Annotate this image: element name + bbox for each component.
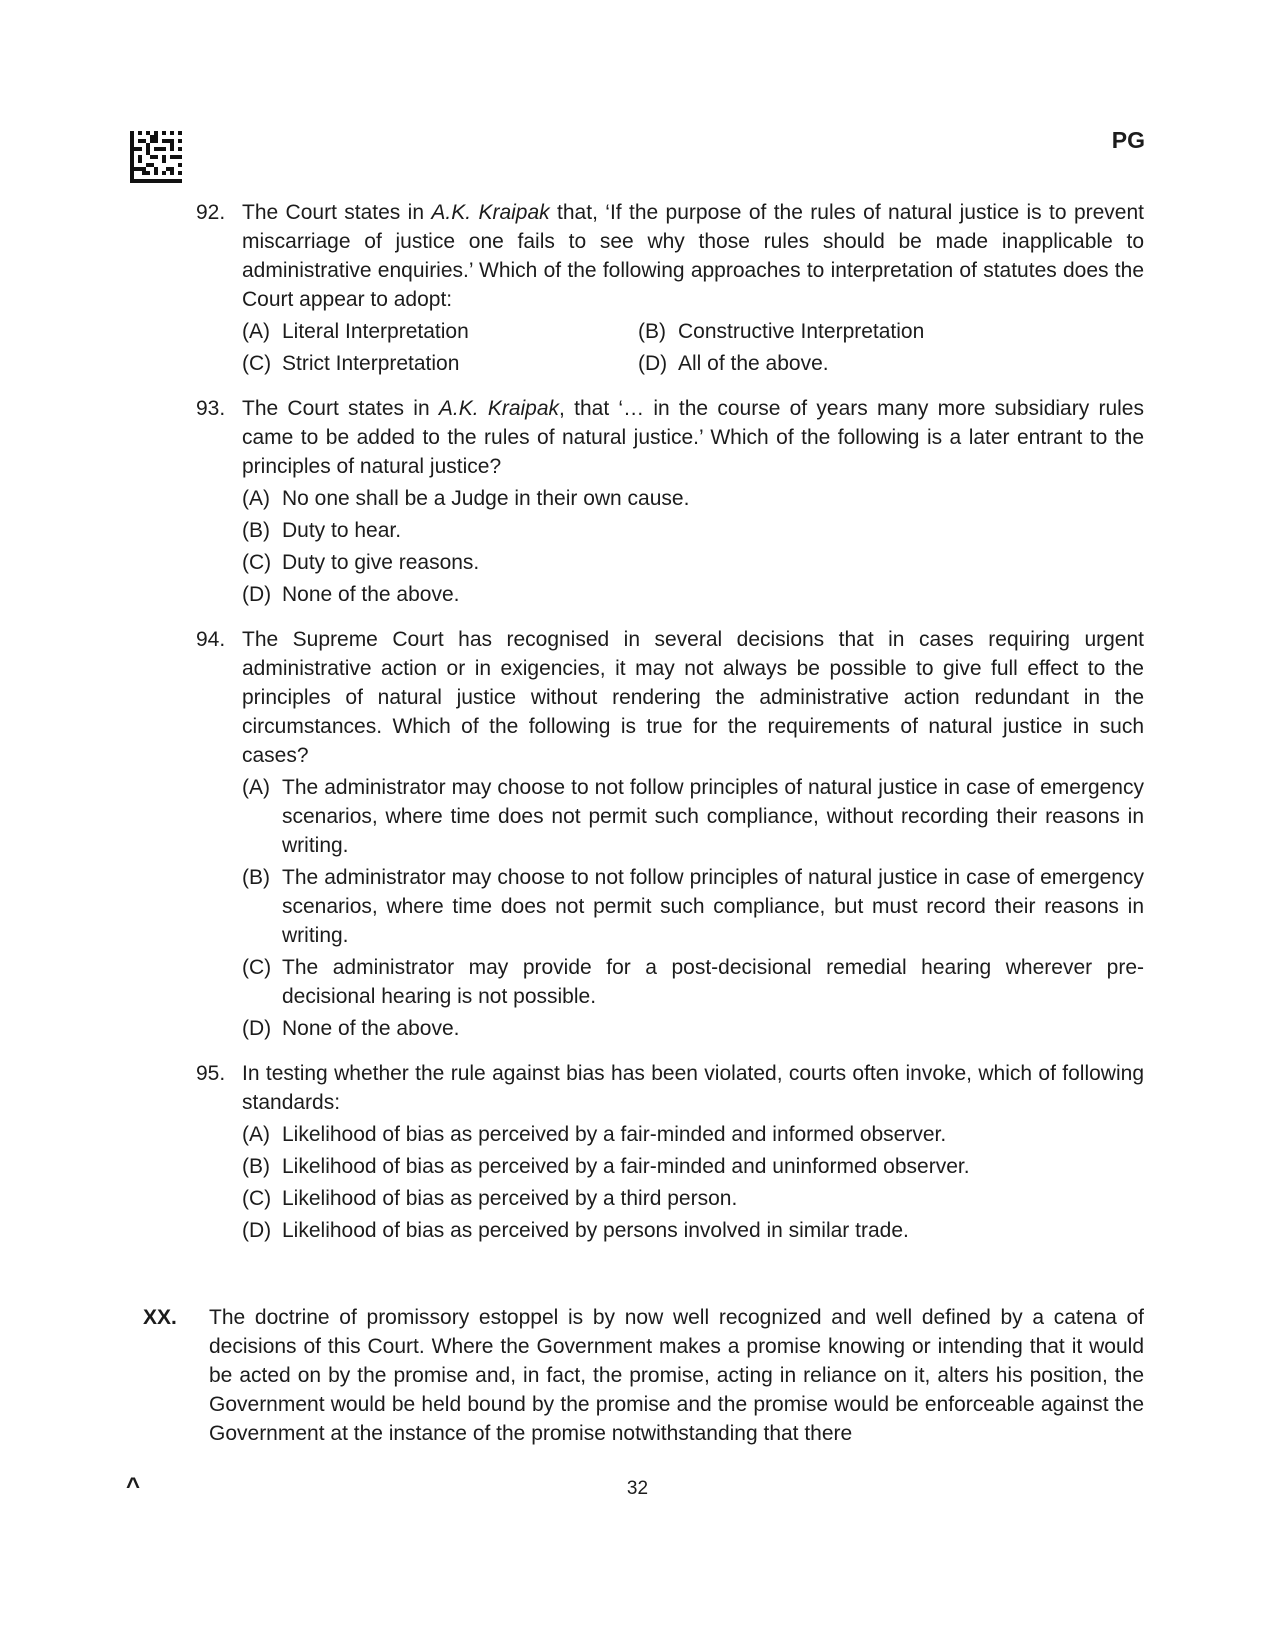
option-a: (A) Likelihood of bias as perceived by a fair-minded and informed observer. bbox=[242, 1123, 947, 1146]
option-d: (D) Likelihood of bias as perceived by persons involved in similar trade. bbox=[242, 1219, 909, 1242]
question-text: The Supreme Court has recognised in several decisions that in cases requiring urgent administrative action or in exigencies, it may not always be possible to give full effect to the principles of natural justice without rendering the administrative action redundant in the circumstances. Which of the following is true for the requirements of natural justice in such cases? bbox=[242, 628, 1144, 767]
qr-code bbox=[130, 131, 182, 183]
option-c: (C) Duty to give reasons. bbox=[242, 551, 480, 574]
option-b: (B) Likelihood of bias as perceived by a fair-minded and uninformed observer. bbox=[242, 1155, 970, 1178]
options bbox=[242, 773, 1144, 1043]
page-number: 32 bbox=[626, 1478, 649, 1499]
question-text: The Court states in A.K. Kraipak, that ‘… in the course of years many more subsidiary rules came to be added to the rules of natural justice.’ Which of the following is a later entrant to the principles of natural justice? bbox=[242, 397, 1144, 478]
option-a: (A) Literal Interpretation bbox=[242, 320, 469, 343]
option-c: (C) The administrator may provide for a post-decisional remedial hearing wherever pre-decisional hearing is not possible. bbox=[242, 956, 1144, 1008]
option-d: (D) None of the above. bbox=[242, 1017, 460, 1040]
options bbox=[242, 317, 1144, 378]
option-b: (B) Constructive Interpretation bbox=[638, 320, 925, 343]
options bbox=[242, 484, 1144, 609]
passage-label: XX. bbox=[143, 1306, 177, 1329]
question-list bbox=[196, 198, 1144, 1261]
question-95 bbox=[196, 1059, 1144, 1245]
question-text: In testing whether the rule against bias has been violated, courts often invoke, which of following standards: bbox=[242, 1062, 1144, 1114]
question-93 bbox=[196, 394, 1144, 609]
question-number: 93. bbox=[196, 397, 226, 420]
option-a: (A) The administrator may choose to not follow principles of natural justice in case of emergency scenarios, where time does not permit such compliance, without recording their reasons in writing. bbox=[242, 776, 1144, 857]
case-name: A.K. Kraipak bbox=[438, 397, 560, 420]
question-number: 92. bbox=[196, 201, 226, 224]
option-c: (C) Strict Interpretation bbox=[242, 352, 460, 375]
case-name: A.K. Kraipak bbox=[431, 201, 550, 224]
passage-xx bbox=[143, 1303, 1144, 1448]
question-92 bbox=[196, 198, 1144, 378]
question-number: 94. bbox=[196, 628, 226, 651]
options bbox=[242, 1120, 1144, 1245]
question-94 bbox=[196, 625, 1144, 1043]
paper-code: PG bbox=[1111, 127, 1145, 153]
option-d: (D) None of the above. bbox=[242, 583, 460, 606]
option-b: (B) The administrator may choose to not follow principles of natural justice in case of emergency scenarios, where time does not permit such compliance, but must record their reasons in writing. bbox=[242, 866, 1144, 947]
option-c: (C) Likelihood of bias as perceived by a third person. bbox=[242, 1187, 738, 1210]
passage-text: The doctrine of promissory estoppel is by now well recognized and well defined by a catena of decisions of this Court. Where the Government makes a promise knowing or intending that it would be acted on by the promise and, in fact, the promise, acting in reliance on it, alters his position, the Government would be held bound by the promise and the promise would be enforceable against the Government at the instance of the promise notwithstanding that there bbox=[209, 1306, 1144, 1445]
question-number: 95. bbox=[196, 1062, 226, 1085]
caret-icon: ^ bbox=[126, 1473, 141, 1500]
option-d: (D) All of the above. bbox=[638, 352, 829, 375]
question-text: The Court states in A.K. Kraipak that, ‘If the purpose of the rules of natural justice is to prevent miscarriage of justice one fails to see why those rules should be made inapplicable to administrative enquiries.’ Which of the following approaches to interpretation of statutes does the Court appear to adopt: bbox=[242, 201, 1144, 311]
option-b: (B) Duty to hear. bbox=[242, 519, 402, 542]
option-a: (A) No one shall be a Judge in their own cause. bbox=[242, 487, 690, 510]
